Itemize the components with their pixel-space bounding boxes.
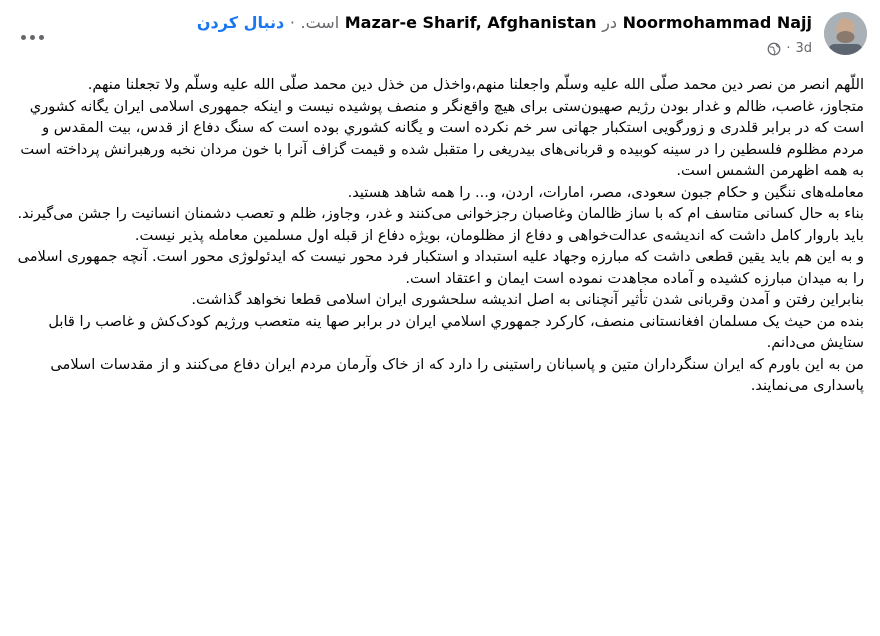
more-options-button[interactable]	[14, 23, 50, 51]
post-paragraph: معامله‌های ننگین و حکام جبون سعودی، مصر، امارات، اردن، و... را همه شاهد هستید.	[347, 183, 864, 201]
post-paragraph: باید باروار کامل داشت که اندیشه‌ی عدالت‌خواهی و دفاع از مظلومان، بویژه دفاع از قبله اول مسلمین معامله پذیر نیست.	[134, 226, 864, 244]
post-author-line	[197, 12, 812, 34]
location-suffix: است.	[300, 13, 340, 32]
header-separator: ·	[289, 13, 295, 32]
author-name[interactable]: Noormohammad Najj	[622, 13, 812, 32]
meta-separator: ·	[786, 41, 791, 56]
location-prefix: در	[602, 13, 617, 32]
more-options-dot	[39, 35, 44, 40]
post-time[interactable]: 3d	[795, 41, 812, 56]
post-paragraph: و به این هم باید یقین قطعی داشت که مبارزه وجهاد علیه استبداد و استکبار فرد محور نیست که ایدئولوژی محور است. آنچه جمهوری اسلامی را به میدان مبارزه کشیده و آماده مجاهدت نموده است ایمان و اعتقاد است.	[17, 248, 864, 287]
avatar[interactable]	[824, 12, 867, 55]
post-paragraph: بنده من حیث یک مسلمان افغانستانی منصف، کارکرد جمهوري اسلامي ایران در برابر صها ینه متعصب ورژیم کودک‌کش و غاصب را قابل ستایش می‌دانم.	[48, 312, 864, 351]
more-options-icon	[21, 35, 26, 40]
follow-button[interactable]: دنبال کردن	[196, 13, 285, 32]
globe-icon	[767, 42, 781, 56]
post-header	[0, 0, 880, 68]
post-paragraph: متجاوز، غاصب، ظالم و غدار بودن رژیم صهیون‌ستی برای هیچ واقع‌نگر و منصف پوشیده نیست و اینکه جمهوری اسلامی ایران یگانه کشوري است که در برابر قلدری و زورگویی استکبار جهانی سر خم نکرده است و یگانه کشوري بوده است که سنگ دفاع از قدس، بیت المقدس و مردم مظلوم فلسطین را در سینه کوبیده و قربانی‌های بیدریغی را متقبل شده و قیمت گزاف آنرا با خون مردان نخبه ورهبرانش پرداخته است به همه اظهرمن الشمس است.	[20, 97, 864, 179]
post-paragraph: بناء به حال کسانی متاسف ام که با ساز ظالمان وغاصبان رجزخوانی می‌کنند و غدر، وجاوز، ظلم و تعصب دشمنان انسانیت را جشن می‌گیرند.	[17, 205, 864, 222]
location-link[interactable]: Mazar-e Sharif, Afghanistan	[344, 13, 597, 32]
post-text	[14, 74, 864, 397]
more-options-dot	[30, 35, 35, 40]
post-paragraph: بنابراین رفتن و آمدن وقربانی شدن تأثیر آنچنانی به اصل اندیشه سلحشوری ایران اسلامی قطعا نخواهد گذاشت.	[191, 291, 864, 308]
post-paragraph: اللّهم انصر من نصر دین محمد صلّی الله علیه وسلّم واجعلنا منهم،واخذل من خذل دین محمد صلّی الله علیه وسلّم ولا تجعلنا منهم.	[87, 76, 864, 93]
post-meta	[767, 41, 812, 56]
post-paragraph: من به این باورم که ایران سنگرداران متین و پاسبانان راستینی را دارد که از خاک وآرمان مردم ایران دفاع می‌کنند و از مقدسات اسلامی پاسداری می‌نمایند.	[50, 355, 864, 394]
avatar-image	[824, 12, 867, 55]
